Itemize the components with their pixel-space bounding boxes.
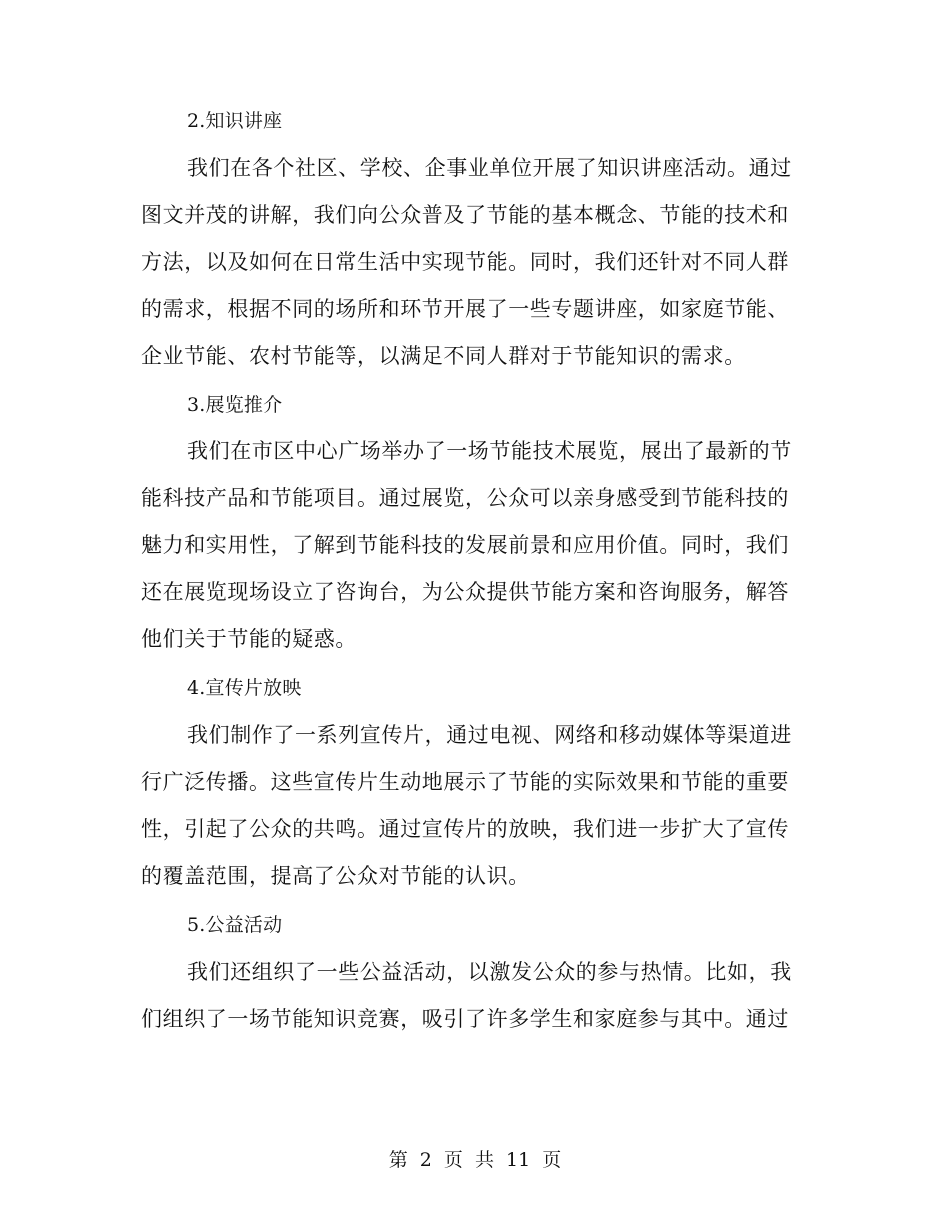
section-heading: 4.宣传片放映 [187, 677, 302, 699]
paragraph-line: 行广泛传播。这些宣传片生动地展示了节能的实际效果和节能的重要 [141, 770, 789, 794]
page-number-footer: 第 2 页 共 11 页 [388, 1149, 562, 1171]
paragraph-line: 他们关于节能的疑惑。 [141, 627, 357, 651]
paragraph-line: 我们还组织了一些公益活动，以激发公众的参与热情。比如，我 [187, 960, 792, 984]
section-heading: 5.公益活动 [187, 914, 283, 936]
paragraph-line: 性，引起了公众的共鸣。通过宣传片的放映，我们进一步扩大了宣传 [141, 817, 789, 841]
paragraph-line: 企业节能、农村节能等，以满足不同人群对于节能知识的需求。 [141, 344, 746, 368]
paragraph-line: 我们在市区中心广场举办了一场节能技术展览，展出了最新的节 [187, 439, 792, 463]
paragraph-line: 我们在各个社区、学校、企事业单位开展了知识讲座活动。通过 [187, 156, 792, 180]
paragraph-line: 魅力和实用性，了解到节能科技的发展前景和应用价值。同时，我们 [141, 533, 789, 557]
paragraph-line: 图文并茂的讲解，我们向公众普及了节能的基本概念、节能的技术和 [141, 203, 789, 227]
paragraph-line: 们组织了一场节能知识竞赛，吸引了许多学生和家庭参与其中。通过 [141, 1007, 789, 1031]
paragraph-line: 我们制作了一系列宣传片，通过电视、网络和移动媒体等渠道进 [187, 723, 792, 747]
paragraph-line: 的需求，根据不同的场所和环节开展了一些专题讲座，如家庭节能、 [141, 297, 789, 321]
paragraph-line: 能科技产品和节能项目。通过展览，公众可以亲身感受到节能科技的 [141, 486, 789, 510]
paragraph-line: 的覆盖范围，提高了公众对节能的认识。 [141, 864, 530, 888]
section-heading: 2.知识讲座 [187, 110, 283, 132]
section-heading: 3.展览推介 [187, 394, 283, 416]
paragraph-line: 方法，以及如何在日常生活中实现节能。同时，我们还针对不同人群 [141, 250, 789, 274]
paragraph-line: 还在展览现场设立了咨询台，为公众提供节能方案和咨询服务，解答 [141, 580, 789, 604]
